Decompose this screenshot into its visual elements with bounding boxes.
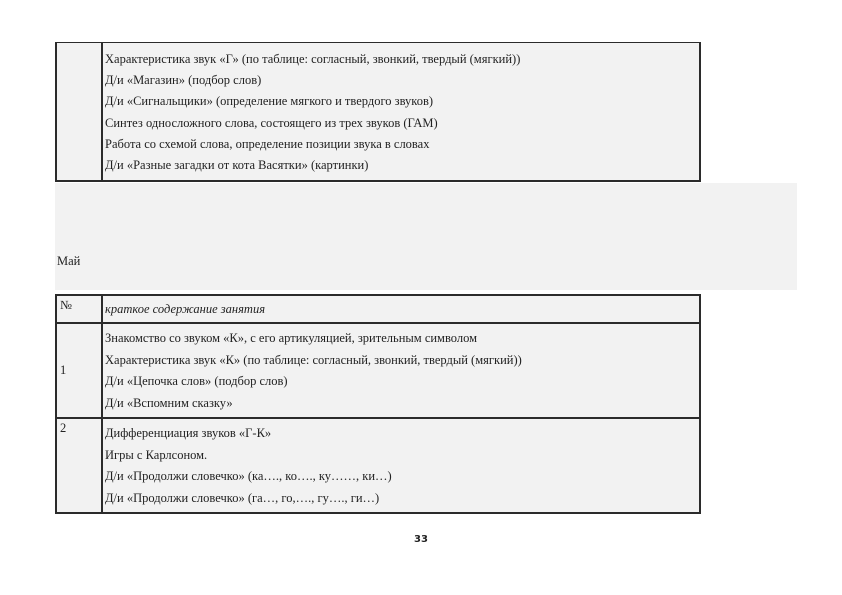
month-heading: Май (57, 254, 81, 268)
shaded-band (55, 183, 797, 290)
content-line: Д/и «Продолжи словечко» (га…, го,…., гу…., ги…) (105, 490, 380, 505)
header-content-label: краткое содержание занятия (105, 302, 266, 316)
content-cell (102, 43, 700, 182)
content-line: Знакомство со звуком «К», с его артикуляцией, зрительным символом (105, 331, 478, 345)
header-number-cell: № (56, 295, 102, 323)
content-line: Характеристика звук «Г» (по таблице: согласный, звонкий, твердый (мягкий)) (105, 52, 521, 66)
content-line: Д/и «Продолжи словечко» (ка…., ко…., ку……, ки…) (105, 469, 392, 483)
content-cell (102, 323, 700, 418)
row-number: 2 (56, 418, 102, 513)
number-cell (56, 43, 102, 182)
header-content-cell (102, 295, 700, 323)
table-header-row (56, 295, 700, 323)
content-line: Д/и «Цепочка слов» (подбор слов) (105, 374, 288, 388)
content-line: Д/и «Вспомним сказку» (105, 395, 233, 410)
content-line: Характеристика звук «К» (по таблице: согласный, звонкий, твердый (мягкий)) (105, 352, 522, 367)
content-line: Дифференциация звуков «Г-К» (105, 426, 272, 440)
lesson-table (55, 294, 701, 514)
content-line: Работа со схемой слова, определение позиции звука в словах (105, 136, 430, 151)
table-row (56, 43, 700, 182)
lesson-table-continuation (55, 42, 701, 182)
table-row (56, 323, 700, 418)
row-number: 1 (56, 323, 102, 418)
page-number: 33 (414, 534, 428, 545)
content-line: Д/и «Разные загадки от кота Васятки» (картинки) (105, 158, 369, 173)
content-line: Синтез односложного слова, состоящего из трех звуков (ГАМ) (105, 115, 438, 130)
content-line: Игры с Карлсоном. (105, 447, 208, 462)
content-cell (102, 418, 700, 513)
content-line: Д/и «Магазин» (подбор слов) (105, 73, 262, 88)
content-line: Д/и «Сигнальщики» (определение мягкого и твердого звуков) (105, 94, 434, 109)
table-row (56, 418, 700, 513)
